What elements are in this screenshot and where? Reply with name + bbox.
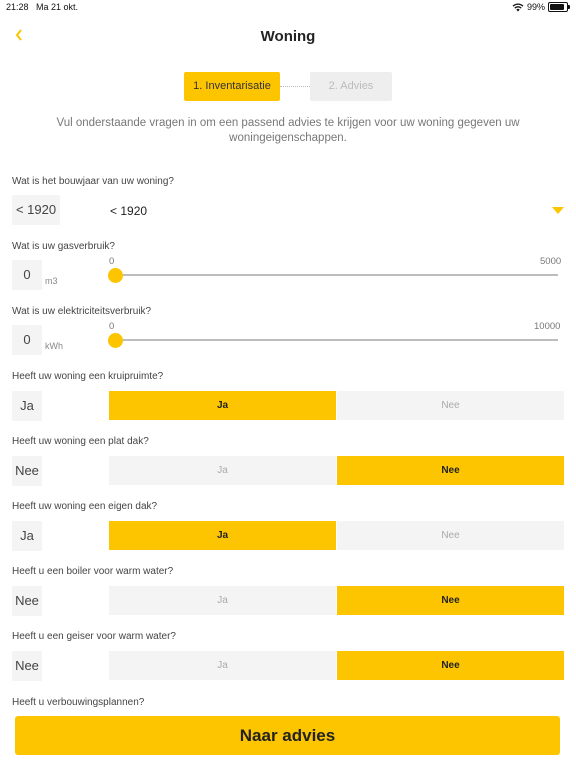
status-bar	[0, 0, 576, 16]
gas-slider-track[interactable]	[115, 274, 558, 276]
page-title: Woning	[260, 28, 316, 45]
question-kruipruimte: Heeft uw woning een kruipruimte?	[12, 371, 164, 382]
elec-unit: kWh	[45, 341, 63, 351]
eigen-dak-value: Ja	[12, 521, 42, 551]
step-inventarisatie[interactable]: 1. Inventarisatie	[184, 72, 280, 101]
elec-slider-track[interactable]	[115, 339, 558, 341]
question-elektriciteit: Wat is uw elektriciteitsverbruik?	[12, 306, 152, 317]
elec-value[interactable]: 0	[12, 325, 42, 355]
step-connector	[280, 86, 310, 87]
question-bouwjaar: Wat is het bouwjaar van uw woning?	[12, 176, 174, 187]
gas-value[interactable]: 0	[12, 260, 42, 290]
geiser-ja-button[interactable]: Ja	[109, 651, 336, 680]
naar-advies-button[interactable]: Naar advies	[15, 716, 560, 755]
gas-slider-thumb[interactable]	[108, 268, 123, 283]
elec-slider-min: 0	[109, 321, 115, 332]
question-plat-dak: Heeft uw woning een plat dak?	[12, 436, 149, 447]
geiser-nee-button[interactable]: Nee	[337, 651, 564, 680]
question-verbouwingsplannen: Heeft u verbouwingsplannen?	[12, 697, 145, 708]
chevron-down-icon[interactable]	[552, 207, 564, 214]
gas-slider-min: 0	[109, 256, 115, 267]
bouwjaar-value: < 1920	[12, 195, 60, 225]
kruipruimte-nee-button[interactable]: Nee	[337, 391, 564, 420]
gas-slider-max: 5000	[540, 256, 562, 267]
gas-unit: m3	[45, 276, 58, 286]
status-time: 21:28	[6, 2, 29, 12]
status-date: Ma 21 okt.	[36, 2, 79, 12]
question-boiler: Heeft u een boiler voor warm water?	[12, 566, 174, 577]
boiler-ja-button[interactable]: Ja	[109, 586, 336, 615]
geiser-value: Nee	[12, 651, 42, 681]
navigation-bar	[0, 22, 576, 52]
question-gasverbruik: Wat is uw gasverbruik?	[12, 241, 115, 252]
boiler-value: Nee	[12, 586, 42, 616]
elec-slider-max: 10000	[534, 321, 561, 332]
kruipruimte-value: Ja	[12, 391, 42, 421]
intro-text: Vul onderstaande vragen in om een passend advies te krijgen voor uw woning gegeven uw woningeigenschappen.	[56, 117, 520, 144]
battery-percentage: 99%	[526, 2, 545, 12]
kruipruimte-ja-button[interactable]: Ja	[109, 391, 336, 420]
progress-stepper	[184, 72, 392, 102]
elec-slider-thumb[interactable]	[108, 333, 123, 348]
bouwjaar-select[interactable]: < 1920	[110, 204, 148, 218]
plat-dak-value: Nee	[12, 456, 42, 486]
status-right	[512, 2, 568, 12]
question-eigen-dak: Heeft uw woning een eigen dak?	[12, 501, 158, 512]
wifi-icon	[512, 3, 524, 12]
eigen-dak-nee-button[interactable]: Nee	[337, 521, 564, 550]
question-geiser: Heeft u een geiser voor warm water?	[12, 631, 176, 642]
plat-dak-nee-button[interactable]: Nee	[337, 456, 564, 485]
battery-icon	[548, 2, 568, 12]
boiler-nee-button[interactable]: Nee	[337, 586, 564, 615]
step-advies[interactable]: 2. Advies	[310, 72, 392, 101]
plat-dak-ja-button[interactable]: Ja	[109, 456, 336, 485]
eigen-dak-ja-button[interactable]: Ja	[109, 521, 336, 550]
